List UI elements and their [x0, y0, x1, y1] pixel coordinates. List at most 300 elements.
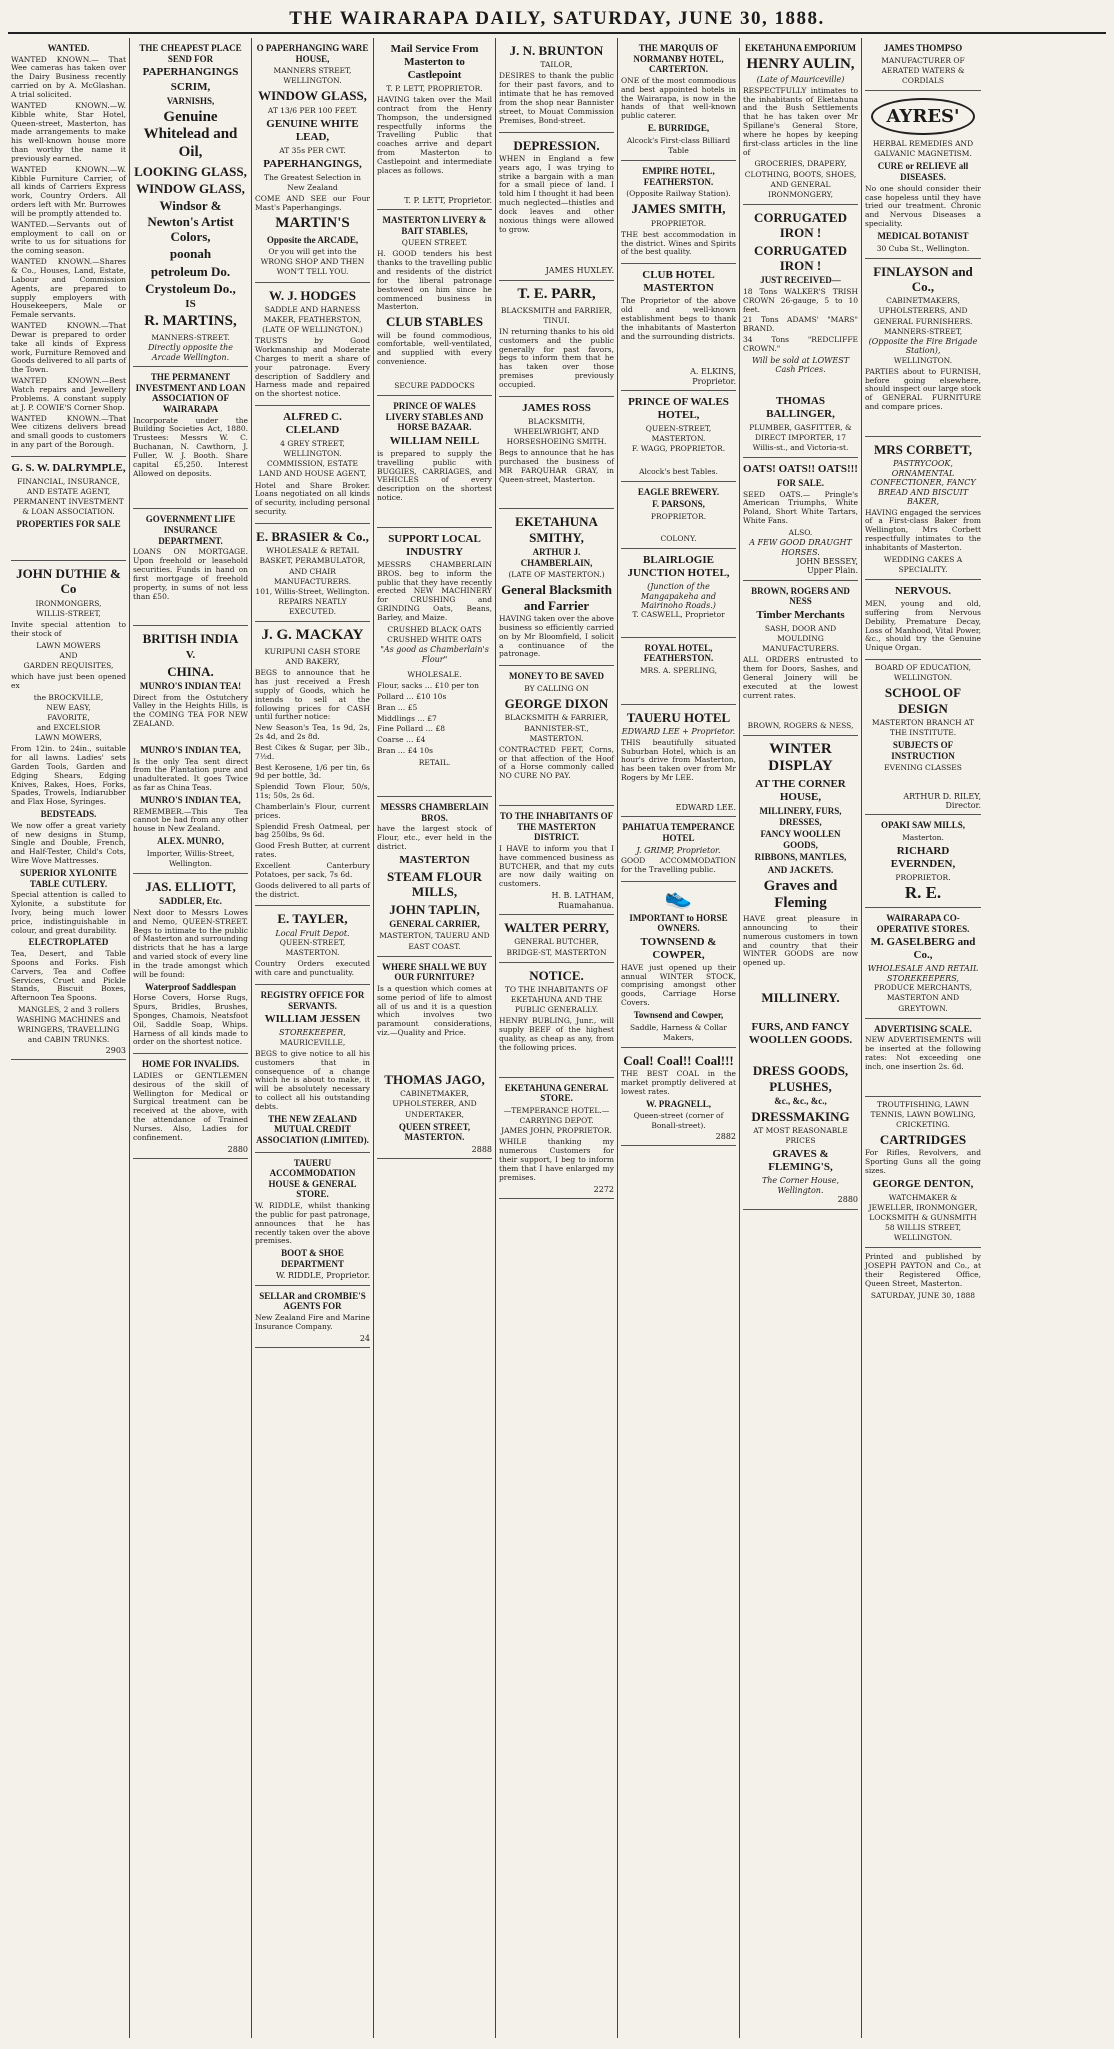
wedding: WEDDING CAKES A SPECIALITY.	[883, 554, 963, 574]
townsend-heading: TOWNSEND & COWPER,	[640, 935, 717, 961]
ref-number: 2882	[715, 1131, 736, 1141]
gaselberg: M. GASELBERG and Co.,	[870, 936, 976, 962]
dalrymple-heading: G. S. W. DALRYMPLE,	[11, 461, 126, 474]
perry-ad	[499, 915, 614, 963]
cheap-heading: THE CHEAPEST PLACE SEND FOR	[139, 43, 242, 64]
wanted-item: WANTED KNOWN.—W. Kibble Furniture Carrier, of all kinds of Carriers Express work, Country Orders. All orders left with Mr. Burrowes will be promptly attended to.	[11, 164, 126, 218]
ekt-heading: EKETAHUNA SMITHY,	[515, 514, 598, 545]
mackay-price: Chamberlain's Flour, current prices.	[255, 801, 370, 820]
carrier-sub: MASTERTON, TAUERU AND EAST COAST.	[379, 931, 490, 951]
bros-ad	[377, 797, 492, 957]
british-india: BRITISH INDIA	[142, 631, 239, 647]
smith-text: THE best accommodation in the district. Wines and Spirits of the best quality.	[621, 229, 736, 257]
edward-lee: EDWARD LEE + Proprietor.	[621, 727, 736, 737]
white-price: AT 35s PER CWT.	[279, 145, 346, 155]
corbett-sub: PASTRYCOOK, ORNAMENTAL CONFECTIONER, FANCY BREAD AND BISCUIT BAKER,	[870, 459, 976, 507]
blair-heading: BLAIRLOGIE JUNCTION HOTEL,	[627, 554, 730, 580]
wanted-item: WANTED KNOWN.—Best Watch repairs and Jewellery Problems. A constant supply at J. P. COWIE'S Corner Shop.	[11, 376, 126, 412]
neill-ad	[377, 396, 492, 528]
mackay-sub: KURIPUNI CASH STORE AND BAKERY,	[264, 646, 361, 666]
price-value: £4	[415, 735, 426, 745]
mackay-note: Goods delivered to all parts of the district.	[255, 880, 370, 899]
ekt-store-sub: —TEMPERANCE HOTEL.—	[503, 1105, 610, 1115]
brasier-sub: WHOLESALE & RETAIL	[266, 546, 359, 556]
notice-sub: TO THE INHABITANTS OF EKETAHUNA AND THE PUBLIC GENERALLY.	[504, 984, 609, 1015]
martins-item: VARNISHS,	[166, 96, 215, 107]
ballinger-sub: PLUMBER, GASFITTER, & DIRECT IMPORTER, 17 Willis-st., and Victoria-st.	[749, 422, 852, 452]
riddle: W. RIDDLE, Proprietor.	[276, 1271, 370, 1281]
walter-address: BRIDGE-ST, MASTERTON	[506, 947, 607, 957]
pahiatua-ad	[621, 817, 736, 881]
dress-etc: &c., &c., &c.,	[774, 1096, 827, 1107]
bessey-sub: Upper Plain.	[806, 566, 858, 576]
sperling: MRS. A. SPERLING,	[639, 665, 718, 675]
cleland-text: Hotel and Share Broker. Loans negotiated on all kinds of security, including personal security.	[255, 480, 370, 517]
oats-ad	[743, 458, 858, 581]
furs: FURS, AND FANCY WOOLLEN GOODS.	[748, 1021, 853, 1047]
pragnell: W. PRAGNELL,	[646, 1098, 711, 1109]
column-1	[8, 38, 130, 2038]
winter-ad	[743, 736, 858, 1210]
price-value: £10 10s	[416, 691, 447, 701]
just-received: JUST RECEIVED—	[760, 275, 841, 286]
finlayson-heading: FINLAYSON and Co.,	[873, 263, 973, 294]
column-5	[496, 38, 618, 2038]
electro-heading: ELECTROPLATED	[28, 937, 109, 948]
nervous-heading: NERVOUS.	[895, 585, 951, 597]
o-heading: O PAPERHANGING WARE HOUSE,	[256, 43, 369, 64]
mackay-price: Good Fresh Butter, at current rates.	[255, 841, 370, 860]
column-6	[618, 38, 740, 2038]
re-initials: R. E.	[904, 883, 942, 903]
smith-heading: JAMES SMITH,	[631, 201, 726, 217]
alex-munro: ALEX. MUNRO,	[157, 836, 224, 847]
price-item: Pollard	[377, 691, 404, 701]
price-item: Fine Pollard	[377, 724, 424, 734]
tauru-heading: TAUERU ACCOMMODATION HOUSE & GENERAL STORE.	[268, 1157, 357, 1200]
government-ad	[133, 509, 248, 626]
alcock: Alcock's First-class Billiard Table	[626, 135, 731, 155]
dress-goods: DRESS GOODS, PLUSHES,	[752, 1063, 849, 1094]
ross-text: Begs to announce that he has purchased the business of MR FARQUHAR GRAY, in Queen-street, Masterton.	[499, 448, 614, 484]
hodges-ad	[255, 283, 370, 407]
mail-text: HAVING taken over the Mail contract from the Henry Thompson, the undersigned respectfully informs the Travelling Public that coaches arrive and depart from Masterton to Castlepoint and intermediate places as follows.	[377, 95, 492, 175]
properties-heading: PROPERTIES FOR SALE	[16, 519, 121, 530]
inhabitants-heading: TO THE INHABITANTS OF THE MASTERTON DISTRICT.	[499, 811, 614, 843]
duthie-item: LAWN MOWERS	[36, 640, 101, 650]
carrying-depot: CARRYING DEPOT.	[519, 1116, 594, 1126]
retail-heading: RETAIL.	[418, 758, 451, 767]
thompson-ad	[865, 38, 981, 91]
repairs: REPAIRS NEATLY EXECUTED.	[278, 596, 347, 617]
brown-sub: Timber Merchants	[756, 609, 845, 622]
sellar-heading: SELLAR and CROMBIE'S AGENTS FOR	[259, 1290, 366, 1312]
duthie-address: WILLIS-STREET,	[36, 608, 101, 618]
empire-heading: EMPIRE HOTEL, FEATHERSTON.	[642, 165, 715, 187]
mackay-price: Splendid Fresh Oatmeal, per bag 250lbs, 9s 6d.	[255, 821, 370, 840]
finlayson-city: WELLINGTON.	[893, 355, 953, 365]
coal-heading: Coal! Coal!! Coal!!!	[623, 1052, 734, 1068]
wanted-item: WANTED KNOWN.— That Wee cameras has taken over the Dairy Business recently carried on by A. McGlashan. A trial solicited.	[11, 54, 126, 99]
come-text: COME AND SEE our Four Mast's Paperhangings.	[255, 194, 370, 213]
price-row: Bran … £5	[377, 702, 418, 712]
mackay-price: Best Cikes & Sugar, per 3lb., 7½d.	[255, 742, 370, 761]
duthie-item: NEW EASY,	[46, 702, 91, 712]
price-row: Flour, sacks … £10 per ton	[377, 681, 479, 691]
ref-number: 2888	[471, 1144, 492, 1154]
imprint-date: SATURDAY, JUNE 30, 1888	[870, 1290, 976, 1300]
burridge: E. BURRIDGE,	[647, 123, 710, 134]
duthie-item: GARDEN REQUISITES,	[23, 660, 114, 670]
gaselberg-sub: WHOLESALE AND RETAIL STOREKEEPERS,	[867, 964, 979, 983]
club-hotel-ad	[621, 264, 736, 391]
depression-heading: DEPRESSION.	[513, 137, 600, 153]
empire-sub: (Opposite Railway Station).	[626, 189, 731, 199]
latham-ad	[499, 806, 614, 915]
cartridges-sub: For Rifles, Revolvers, and Sporting Guns all the going sizes.	[865, 1148, 981, 1176]
eagle-heading: EAGLE BREWERY.	[637, 486, 720, 497]
graves-heading: Graves and Fleming	[763, 877, 838, 912]
thompson-manuf: MANUFACTURER OF AERATED WATERS & CORDIALS	[881, 55, 965, 85]
brasier-address: 101, Willis-Street, Wellington.	[255, 586, 370, 596]
townsend2: Townsend and Cowper,	[633, 1009, 724, 1020]
wagg: F. WAGG, PROPRIETOR.	[631, 444, 726, 454]
james-john: JAMES JOHN, PROPRIETOR.	[501, 1126, 612, 1136]
martins2-text: Or you will get into the WRONG SHOP AND THEN WON'T TELL YOU.	[260, 247, 365, 277]
corrugated2: CORRUGATED IRON !	[754, 242, 847, 273]
price-row: Middlings … £7	[377, 713, 437, 723]
taylor-sub: Local Fruit Depot.	[275, 928, 350, 938]
white-lead: GENUINE WHITE LEAD,	[266, 117, 359, 143]
sellar-text: New Zealand Fire and Marine Insurance Company.	[255, 1313, 370, 1331]
mackay-text: BEGS to announce that he has just received a Fresh supply of Goods, which he intends to sell at the following prices for CASH until further notice:	[255, 668, 370, 722]
evening: EVENING CLASSES	[884, 763, 962, 773]
oats-heading: OATS! OATS!! OATS!!!	[743, 463, 858, 475]
club-heading: CLUB STABLES	[386, 314, 483, 330]
dixon-heading: GEORGE DIXON	[504, 696, 609, 712]
dalrymple-ad	[11, 457, 126, 561]
price-row: Fine Pollard … £8	[377, 724, 445, 734]
livery-sub: QUEEN STREET.	[401, 238, 468, 248]
jessen-text: BEGS to give notice to all his customers that in consequence of a change which he is about to make, it will be absolutely necessary to collect all his outstanding debts.	[255, 1048, 370, 1111]
wanted-heading: WANTED.	[47, 43, 90, 53]
denton-address: 58 WILLIS STREET, WELLINGTON.	[884, 1223, 962, 1243]
scale-ad	[865, 1019, 981, 1097]
price-item: Flour, sacks	[377, 681, 423, 691]
ross-sub: BLACKSMITH, WHEELWRIGHT, AND HORSESHOEING SMITH.	[506, 416, 607, 446]
government-text: LOANS ON MORTGAGE. Upon freehold or leasehold securities. Funds in hand on first mortgage of freehold property, in sums of not less than £50.	[133, 547, 248, 601]
martins2-sub: Opposite the ARCADE,	[266, 234, 359, 245]
nz-heading: THE NEW ZEALAND MUTUAL CREDIT ASSOCIATION (LIMITED).	[256, 1113, 369, 1145]
jessen-ad	[255, 985, 370, 1152]
corbett-text: HAVING engaged the services of a First-class Baker from Wellington, Mrs Corbett respectfully intimates to the inhabitants of Masterton.	[865, 507, 981, 552]
winter-heading: WINTER DISPLAY	[768, 740, 833, 775]
aulin-heading: HENRY AULIN,	[746, 55, 855, 72]
scale-text: NEW ADVERTISEMENTS will be inserted at the following rates: Not exceeding one inch, one insertion 2s. 6d.	[865, 1035, 981, 1071]
livery-heading: MASTERTON LIVERY & BAIT STABLES,	[382, 215, 487, 236]
trout: TROUTFISHING, LAWN TENNIS, LAWN BOWLING, CRICKETING.	[870, 1099, 976, 1129]
aulin-ad	[743, 38, 858, 205]
parr-text: IN returning thanks to his old customers and the public generally for past favors, begs to inform them that he has taken over those premises previously occupied.	[499, 326, 614, 389]
imprint-text: Printed and published by JOSEPH PAYTON and Co., at their Registered Office, Queen Street, Masterton.	[865, 1252, 981, 1288]
jago-heading: THOMAS JAGO,	[384, 1071, 485, 1087]
corbett-heading: MRS CORBETT,	[874, 442, 972, 458]
martins-address: MANNERS-STREET.	[151, 333, 230, 343]
munro-text: Direct from the Ostutchery Valley in the Heights Hills, is the COMING TEA FOR NEW ZEALAND.	[133, 692, 248, 729]
registry-heading: REGISTRY OFFICE FOR SERVANTS.	[260, 990, 365, 1011]
aulin-text: RESPECTFULLY intimates to the inhabitants of Eketahuna and the Bush Settlements that he has taken over Mr Spillane's General Store, where he hopes by keeping first-class articles in the line of	[743, 85, 858, 157]
finlayson-note: (Opposite the Fire Brigade Station),	[868, 336, 978, 356]
taplin-heading: JOHN TAPLIN,	[389, 901, 480, 917]
denton-heading: GEORGE DENTON,	[872, 1177, 974, 1190]
ref-number: 24	[359, 1333, 370, 1343]
boot-icon: 👟	[664, 884, 693, 910]
price-value: £10 per ton	[434, 681, 479, 691]
mackay-price: Excellent Canterbury Potatoes, per sack, 7s 6d.	[255, 861, 370, 879]
bros-heading: MESSRS CHAMBERLAIN BROS.	[380, 802, 489, 823]
tauru-text: W. RIDDLE, whilst thanking the public for past patronage, announces that he has recently taken over the above premises.	[255, 1201, 370, 1246]
ref-number: 2880	[227, 1144, 248, 1154]
corrugated1: CORRUGATED IRON !	[754, 209, 847, 241]
walter-heading: WALTER PERRY,	[504, 920, 609, 936]
prince-hotel-address: QUEEN-STREET, MASTERTON.	[645, 424, 712, 444]
versus: V.	[185, 648, 196, 661]
notice-heading: NOTICE.	[529, 967, 584, 983]
millinery: MILLINERY.	[761, 990, 840, 1006]
livery-ad	[377, 210, 492, 396]
gen-text: HAVING taken over the above business so efficiently carried on by Mr Bloomfield, I solicit a continuance of the patronage.	[499, 614, 614, 659]
taylor-heading: E. TAYLER,	[277, 911, 348, 927]
ref-number: 2272	[593, 1184, 614, 1194]
blair-sub: (Junction of the Mangapakeha and Mairinoho Roads.)	[641, 582, 716, 610]
ayres-ad	[865, 91, 981, 259]
parsons: F. PARSONS,	[652, 499, 705, 510]
parsons-sub: PROPRIETOR.	[650, 511, 707, 521]
inhabitants-text: I HAVE to inform you that I have commenced business as BUTCHER, and that my cuts are now daily waiting on customers.	[499, 843, 614, 889]
electro-text: Tea, Desert, and Table Spoons and Forks. Fish Carvers, Tea and Coffee Services, Cruet and Pickle Stands, Biscuit Boxes, Afternoon Tea Spoons.	[11, 949, 126, 1003]
cutlery-heading: SUPERIOR XYLONITE TABLE CUTLERY.	[20, 867, 117, 889]
cleland-sub: COMMISSION, ESTATE LAND AND HOUSE AGENT,	[258, 459, 367, 479]
parr-sub: BLACKSMITH and FARRIER,	[500, 305, 613, 315]
riley: ARTHUR D. RILEY,	[903, 791, 981, 801]
elkins-sub: Proprietor.	[692, 376, 736, 386]
coal-ad	[621, 1048, 736, 1146]
for-sale: FOR SALE.	[776, 477, 824, 488]
marquis-heading: THE MARQUIS OF NORMANBY HOTEL, CARTERTON.	[633, 43, 724, 75]
denton-ad	[865, 1097, 981, 1249]
design-ad	[865, 660, 981, 815]
cartridges: CARTRIDGES	[879, 1132, 967, 1148]
brown-ad	[743, 581, 858, 736]
prince-hotel-heading: PRINCE OF WALES HOTEL,	[628, 396, 729, 422]
finlayson-ad	[865, 259, 981, 437]
o-address: MANNERS STREET, WELLINGTON.	[273, 66, 352, 86]
good-accommodation: GOOD ACCOMMODATION for the Travelling public.	[621, 855, 736, 874]
tons-item: 18 Tons WALKER'S TRISH CROWN 26-gauge, 5 to 10 feet.	[743, 286, 858, 314]
brown-sign: BROWN, ROGERS & NESS,	[747, 720, 854, 730]
elliott-more: Horse Covers, Horse Rugs, Spurs, Bridles, Brushes, Sponges, Chamois, Neatsfoot Oil, Saddle Soap, Whips. Harness of all kinds made to order on the shortest notice.	[133, 993, 248, 1047]
townsend-ad	[621, 882, 736, 1048]
ekt-store-ad	[499, 1078, 614, 1199]
sellar-ad	[255, 1286, 370, 1348]
martins-name: R. MARTINS,	[144, 313, 237, 330]
bros-text: have the largest stock of Flour, etc., ever held in the district.	[377, 824, 492, 852]
martins-item: Crystoleum Do.,	[145, 281, 236, 297]
coop-ad	[865, 908, 981, 1018]
ekt-store-text: WHILE thanking my numerous Customers for their support, I beg to inform them that I have enlarged my premises.	[499, 1137, 614, 1182]
paperhanging-ad	[255, 38, 370, 283]
duthie-more: From 12in. to 24in., suitable for all lawns. Ladies' sets Garden Tools, Garden and Edging Shears, Edging Knives, Rakes, Hoes, Forks, Spades, Trowels, Indiarubber and Flax Hose, Syringes.	[11, 744, 126, 807]
sold-note: Will be sold at LOWEST Cash Prices.	[751, 355, 850, 375]
prince-hotel-ad	[621, 391, 736, 481]
tauru-hotel-ad	[621, 705, 736, 817]
corrugated-ad	[743, 205, 858, 458]
ayres-logo: AYRES'	[871, 98, 975, 135]
industry-ad	[377, 528, 492, 797]
bessey: JOHN BESSEY,	[796, 556, 858, 566]
royal-heading: ROYAL HOTEL, FEATHERSTON.	[643, 642, 714, 664]
carrier-heading: GENERAL CARRIER,	[389, 918, 480, 929]
money-heading: MONEY TO BE SAVED	[509, 671, 604, 682]
horse-heading: IMPORTANT to HORSE OWNERS.	[629, 912, 728, 934]
martins-item: petroleum Do.	[150, 263, 231, 279]
tons-item: 34 Tons "REDCLIFFE CROWN."	[743, 335, 858, 353]
tauru-hotel-heading: TAUERU HOTEL	[626, 709, 731, 725]
pragnell-address: Queen-street (corner of Bonall-street).	[633, 1111, 724, 1131]
brunton-text: DESIRES to thank the public for their past favors, and to intimate that he has removed from the shop near Bannister street, to Mouat Commission Premises, Bond-street.	[499, 71, 614, 125]
gen-heading: General Blacksmith and Farrier	[501, 582, 612, 613]
evernden-sub: PROPRIETOR.	[895, 873, 951, 883]
winter-item: RIBBONS, MANTLES,	[754, 852, 847, 863]
wanted-item: WANTED KNOWN.—Shares & Co., Houses, Land, Estate, Labour and Commission Agents, are prepared to supply employers with Housekeepers, Male or Female servants.	[11, 257, 126, 320]
brasier-heading: E. BRASIER & Co.,	[256, 528, 369, 544]
club-text: will be found commodious, comfortable, well-ventilated, and supplied with every convenience.	[377, 330, 492, 367]
dixon-sub: BLACKSMITH & FARRIER,	[504, 713, 609, 723]
royal-ad	[621, 638, 736, 705]
price-value: £7	[427, 713, 437, 723]
mackay-heading: J. G. MACKAY	[261, 627, 364, 644]
eagle-ad	[621, 482, 736, 549]
dixon-address: BANNISTER-ST., MASTERTON.	[524, 723, 589, 743]
ross-heading: JAMES ROSS	[522, 401, 591, 414]
cure-text: No one should consider their case hopeless until they have tried our treatment. Chronic and Nervous Diseases a speciality.	[865, 183, 981, 229]
parr-ad	[499, 281, 614, 397]
brown-text: ALL ORDERS entrusted to them for Doors, Sashes, and General Joinery will be executed at the lowest current rates.	[743, 655, 858, 700]
furniture-ad	[377, 957, 492, 1160]
bedsteads-heading: BEDSTEADS.	[40, 809, 97, 820]
graves2-address: The Corner House, Wellington.	[761, 1176, 840, 1195]
coal-text: THE BEST COAL in the market promptly delivered at lowest rates.	[621, 1069, 736, 1096]
permanent-text: Incorporate under the Building Societies Act, 1880. Trustees: Messrs W. C. Buchanan, N. Cawthorn, J. Fuller, W. J. Booth. Share capital £5,250. Interest Allowed on deposits.	[133, 415, 248, 478]
martins-item: Windsor & Newton's Artist Colors,	[147, 198, 234, 245]
jessen-heading: WILLIAM JESSEN	[264, 1013, 361, 1026]
duthie-item: LAWN MOWERS,	[35, 733, 102, 743]
hodges-note: (LATE OF WELLINGTON.)	[262, 325, 363, 335]
alex-sub: Importer, Willis-Street, Wellington.	[146, 848, 235, 868]
china: CHINA.	[167, 663, 214, 679]
ekt-emporium: EKETAHUNA EMPORIUM	[744, 43, 857, 53]
brasier-text: BASKET, PERAMBULATOR, AND CHAIR MANUFACTURERS.	[259, 556, 366, 586]
hodges-heading: W. J. HODGES	[269, 287, 356, 303]
finlayson-address: MANNERS-STREET,	[883, 326, 963, 336]
eketahuna-smithy-ad	[499, 509, 614, 666]
mail-heading: Mail Service From Masterton to Castlepoint	[390, 43, 479, 81]
wanted-item: WANTED.—Servants out of employment to call on or write to us for situations for the coming season.	[11, 219, 126, 256]
martins-is: IS	[185, 298, 196, 311]
government-heading: GOVERNMENT LIFE INSURANCE DEPARTMENT.	[145, 514, 236, 546]
jessen-sub: STOREKEEPER,	[279, 1028, 346, 1038]
tauru-ad	[255, 1153, 370, 1286]
masthead: THE WAIRARAPA DAILY, SATURDAY, JUNE 30, 1888.	[8, 6, 1106, 34]
price-item: Coarse	[377, 735, 404, 745]
martins-item: WINDOW GLASS,	[136, 181, 245, 197]
mangles: MANGLES, 2 and 3 rollers	[17, 1005, 120, 1015]
parr-sub2: TINUI.	[543, 315, 570, 325]
duthie-item: the BROCKVILLE,	[33, 692, 104, 702]
martins-item: LOOKING GLASS,	[134, 163, 247, 179]
design-board: BOARD OF EDUCATION, WELLINGTON.	[874, 663, 972, 683]
munro-heading: MUNRO'S INDIAN TEA!	[139, 680, 242, 691]
pahiatua-heading: PAHIATUA TEMPERANCE HOTEL	[622, 822, 735, 843]
duthie-ad	[11, 561, 126, 1060]
price-item: Bran	[377, 702, 396, 712]
opaki-sub: Masterton.	[902, 833, 944, 843]
tons-item: 21 Tons ADAMS' "MARS" BRAND.	[743, 315, 858, 334]
home-heading: HOME FOR INVALIDS.	[141, 1059, 240, 1070]
walter-sub: GENERAL BUTCHER,	[514, 937, 599, 947]
graves-text: HAVE great pleasure in announcing to their numerous customers in town and country that their WINTER GOODS are now opened up.	[743, 914, 858, 968]
secure-paddocks: SECURE PADDOCKS	[394, 381, 475, 391]
price-value: £5	[407, 702, 418, 712]
ekt-store-heading: EKETAHUNA GENERAL STORE.	[504, 1082, 609, 1104]
nervous-ad	[865, 580, 981, 660]
permanent-ad	[133, 367, 248, 509]
notice-ad	[499, 963, 614, 1078]
martins-ad	[133, 38, 248, 367]
neill-heading: WILLIAM NEILL	[389, 434, 480, 447]
dalrymple-sub: FINANCIAL, INSURANCE, AND ESTATE AGENT, PERMANENT INVESTMENT & LOAN ASSOCIATION.	[13, 476, 124, 517]
masterton-heading: MASTERTON	[399, 853, 470, 866]
duthie-text: Invite special attention to their stock of	[11, 619, 126, 638]
price-item: Bran	[377, 746, 396, 756]
elliott-heading: JAS. ELLIOTT,	[145, 878, 236, 894]
boot-heading: BOOT & SHOE DEPARTMENT	[280, 1248, 345, 1269]
saddlespan: Waterproof Saddlespan	[144, 981, 237, 992]
permanent-heading: THE PERMANENT INVESTMENT AND LOAN ASSOCIATION OF WAIRARAPA	[135, 372, 246, 414]
brown-heading: BROWN, ROGERS AND NESS	[751, 585, 850, 607]
winter-item: MILLINERY, FURS, DRESSES,	[759, 806, 842, 827]
draught: A FEW GOOD DRAUGHT HORSES.	[749, 538, 852, 557]
column-2	[130, 38, 252, 2038]
cleland-heading: ALFRED C. CLELAND	[283, 411, 342, 437]
martins-item: poonah	[169, 246, 212, 262]
hodges-text: TRUSTS by Good Workmanship and Moderate Charges to merit a share of your patronage. Every description of Saddlery and Harness made and repaired on the shortest notice.	[255, 336, 370, 399]
ross-ad	[499, 397, 614, 510]
jago-address: QUEEN STREET, MASTERTON.	[398, 1121, 471, 1143]
columns	[8, 38, 1106, 2038]
mail-sub: T. P. LETT, PROPRIETOR.	[386, 83, 483, 93]
industry-heading: SUPPORT LOCAL INDUSTRY	[388, 533, 481, 558]
graves2: GRAVES & FLEMING'S,	[768, 1148, 833, 1174]
wringers: WASHING MACHINES and WRINGERS, TRAVELLING and CABIN TRUNKS.	[16, 1015, 121, 1045]
townsend2-sub: Saddle, Harness & Collar Makers,	[630, 1022, 727, 1042]
edward-text: THIS beautifully situated Suburban Hotel, which is an hour's drive from Masterton, has been taken over from Mr Rogers by Mr LEE.	[621, 737, 736, 783]
mail-ad	[377, 38, 492, 210]
munro3-heading: MUNRO'S INDIAN TEA,	[140, 794, 241, 805]
smith-sub: PROPRIETOR.	[650, 218, 707, 228]
elkins: A. ELKINS,	[690, 367, 736, 377]
seed-text: SEED OATS.— Pringle's American Triumphs, White Poland, Short White Tartars, White Fans.	[743, 489, 858, 526]
